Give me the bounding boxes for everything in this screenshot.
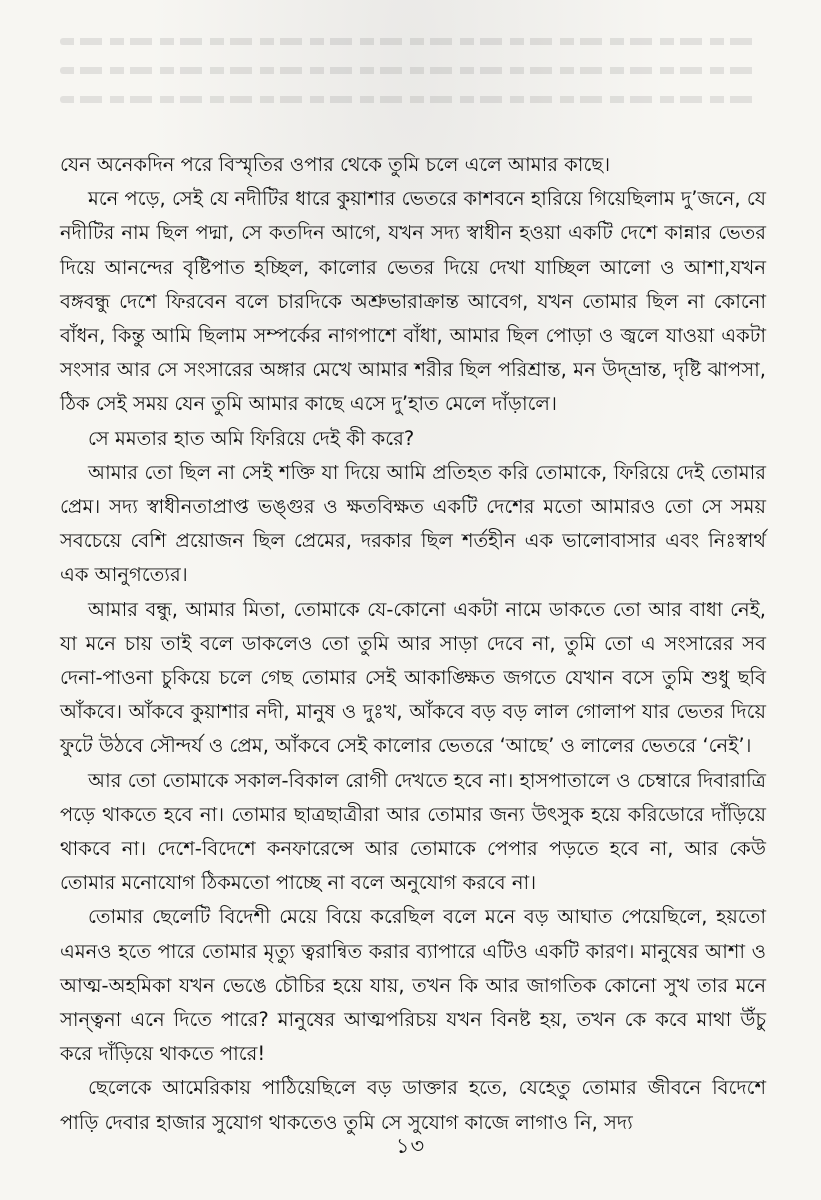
paragraph: আমার বন্ধু, আমার মিতা, তোমাকে যে-কোনো একটা নামে ডাকতে তো আর বাধা নেই, যা মনে চায় তাই বলে ডাকলেও তো তুমি আর সাড়া দেবে না, তুমি তো এ সংসারের সব দেনা-পাওনা চুকিয়ে চলে গেছ তোমার সেই আকাঙ্ক্ষিত জগতে যেখান বসে তুমি শুধু ছবি আঁকবে। আঁকবে কুয়াশার নদী, মানুষ ও দুঃখ, আঁকবে বড় বড় লাল গোলাপ যার ভেতর দিয়ে ফুটে উঠবে সৌন্দর্য ও প্রেম, আঁকবে সেই কালোর ভেতরে ‘আছে’ ও লালের ভেতরে ‘নেই’। — [60, 597, 766, 758]
paragraph: মনে পড়ে, সেই যে নদীটির ধারে কুয়াশার ভেতরে কাশবনে হারিয়ে গিয়েছিলাম দু’জনে, যে নদীটির নাম ছিল পদ্মা, সে কতদিন আগে, যখন সদ্য স্বাধীন হওয়া একটি দেশে কান্নার ভেতর দিয়ে আনন্দের বৃষ্টিপাত হচ্ছিল, কালোর ভেতর দিয়ে দেখা যাচ্ছিল আলো ও আশা,যখন বঙ্গবন্ধু দেশে ফিরবেন বলে চারদিকে অশ্রুভারাক্রান্ত আবেগ, যখন তোমার ছিল না কোনো বাঁধন, কিন্তু আমি ছিলাম সম্পর্কের নাগপাশে বাঁধা, আমার ছিল পোড়া ও জ্বলে যাওয়া একটা সংসার আর সে সংসারের অঙ্গার মেখে আমার শরীর ছিল পরিশ্রান্ত, মন উদ্‌ভ্রান্ত, দৃষ্টি ঝাপসা, ঠিক সেই সময় যেন তুমি আমার কাছে এসে দু’হাত মেলে দাঁড়ালে। — [60, 187, 766, 416]
paragraph: ছেলেকে আমেরিকায় পাঠিয়েছিলে বড় ডাক্তার হতে, যেহেতু তোমার জীবনে বিদেশে পাড়ি দেবার হাজার সুযোগ থাকতেও তুমি সে সুযোগ কাজে লাগাও নি, সদ্য — [60, 1076, 766, 1134]
paragraph: আর তো তোমাকে সকাল-বিকাল রোগী দেখতে হবে না। হাসপাতালে ও চেম্বারে দিবারাত্রি পড়ে থাকতে হবে না। তোমার ছাত্রছাত্রীরা আর তোমার জন্য উৎসুক হয়ে করিডোরে দাঁড়িয়ে থাকবে না। দেশে-বিদেশে কনফারেন্সে আর তোমাকে পেপার পড়তে হবে না, আর কেউ তোমার মনোযোগ ঠিকমতো পাচ্ছে না বলে অনুযোগ করবে না। — [60, 768, 766, 895]
paragraph: তোমার ছেলেটি বিদেশী মেয়ে বিয়ে করেছিল বলে মনে বড় আঘাত পেয়েছিলে, হয়তো এমনও হতে পারে তোমার মৃত্যু ত্বরান্বিত করার ব্যাপারে এটিও একটি কারণ। মানুষের আশা ও আত্ম-অহমিকা যখন ভেঙে চৌচির হয়ে যায়, তখন কি আর জাগতিক কোনো সুখ তার মনে সান্ত্বনা এনে দিতে পারে? মানুষের আত্মপরিচয় যখন বিনষ্ট হয়, তখন কে কবে মাথা উঁচু করে দাঁড়িয়ে থাকতে পারে! — [60, 905, 766, 1066]
page-number: ১৩ — [395, 1134, 426, 1158]
paragraph: আমার তো ছিল না সেই শক্তি যা দিয়ে আমি প্রতিহত করি তোমাকে, ফিরিয়ে দেই তোমার প্রেম। সদ্য স্বাধীনতাপ্রাপ্ত ভঙ্গুর ও ক্ষতবিক্ষত একটি দেশের মতো আমারও তো সে সময় সবচেয়ে বেশি প্রয়োজন ছিল প্রেমের, দরকার ছিল শর্তহীন এক ভালোবাসার এবং নিঃস্বার্থ এক আনুগত্যের। — [60, 460, 766, 587]
page-body-text — [60, 148, 766, 1140]
paragraph: যেন অনেকদিন পরে বিস্মৃতির ওপার থেকে তুমি চলে এলে আমার কাছে। — [60, 153, 611, 176]
paragraph: সে মমতার হাত অমি ফিরিয়ে দেই কী করে? — [88, 426, 415, 450]
reverse-side-bleed-through — [60, 38, 760, 148]
